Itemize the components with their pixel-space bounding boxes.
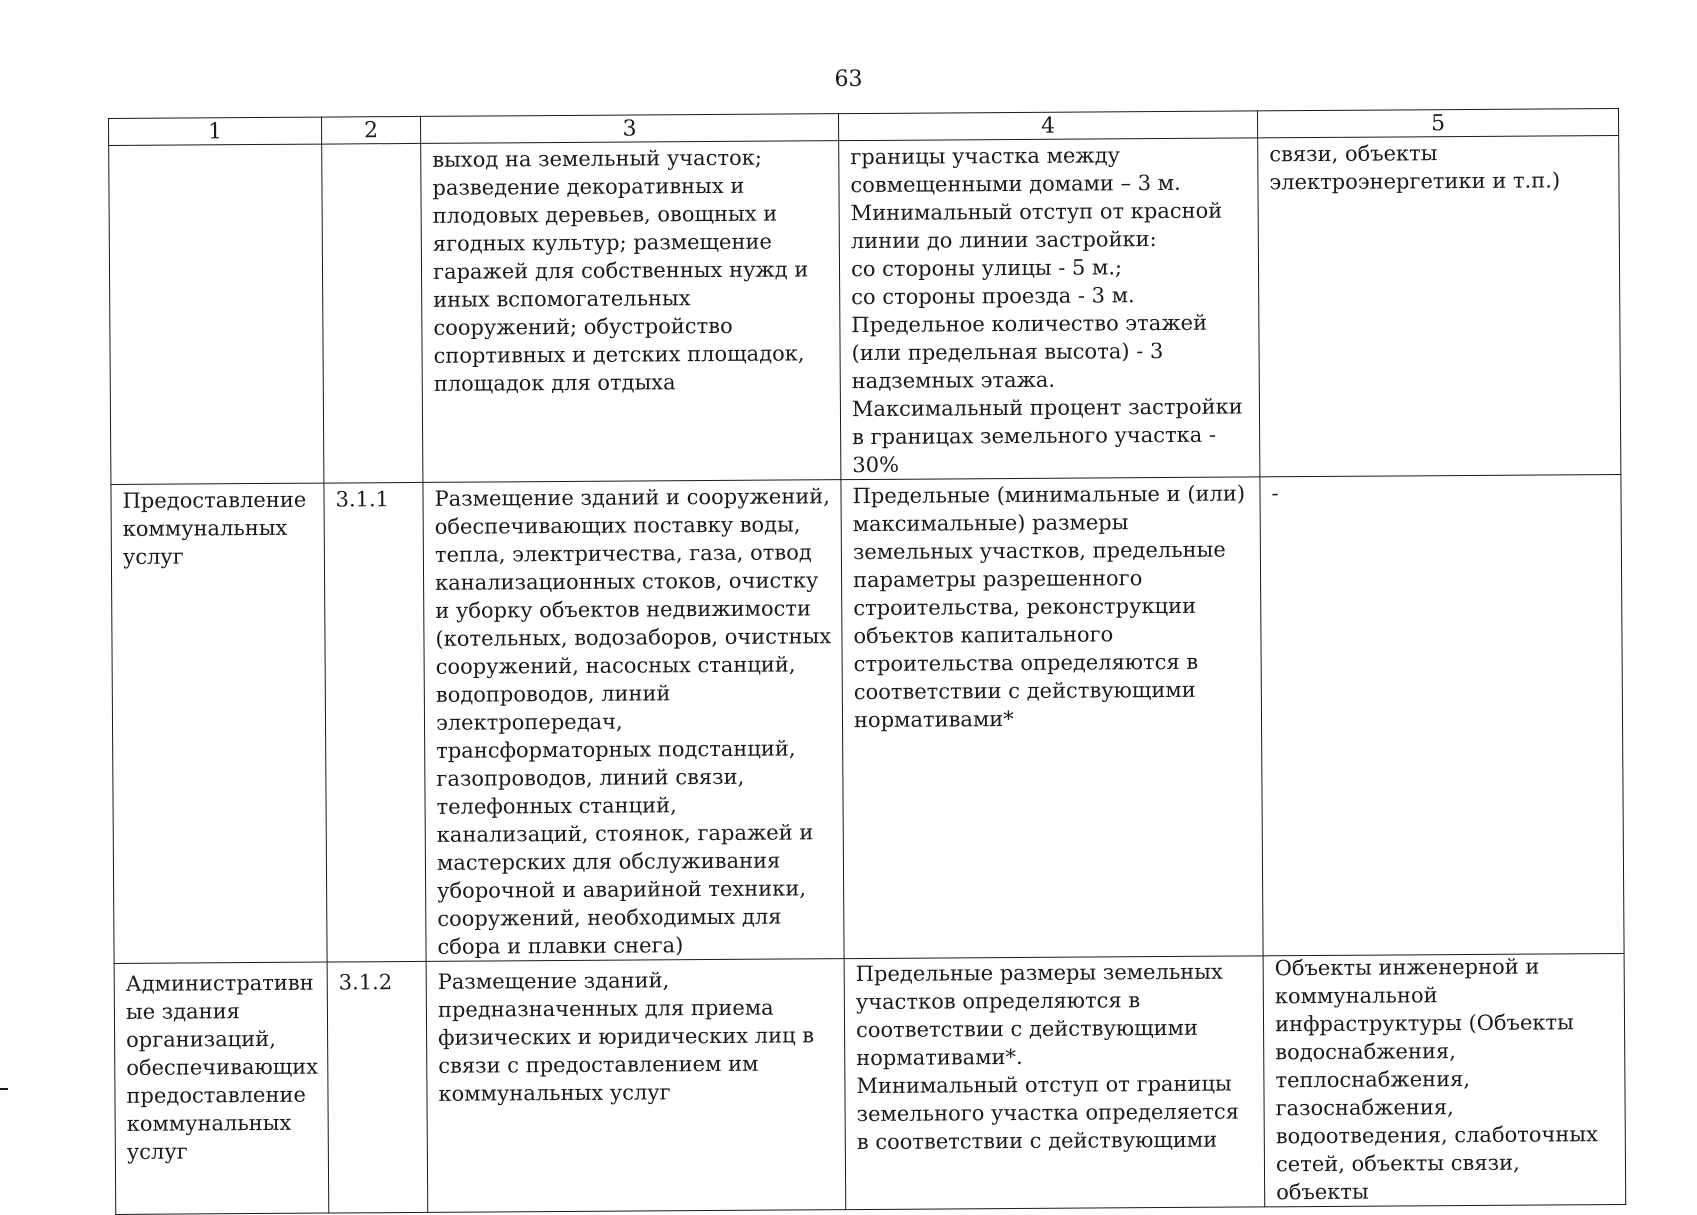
use-code-cell — [322, 143, 423, 483]
use-type-cell — [109, 144, 324, 484]
use-description: Размещение зданий, предназначенных для приема физических и юридических лиц в связи с предоставлением им коммунальных услуг — [437, 968, 815, 1106]
use-code-cell — [324, 482, 426, 962]
use-code-cell — [327, 961, 428, 1213]
parameters-text: Предельные (минимальные и (или) максимальные) размеры земельных участков, предельные параметры разрешенного строительства, реконструкции объектов капитального строительства определяются в соответствии с действующими нормативами* — [852, 481, 1246, 733]
objects-text: Объекты инженерной и коммунальной инфраструктуры (Объекты водоснабжения, теплоснабжения, газоснабжения, водоотведения, слаботочных сетей, объекты связи, объекты — [1274, 954, 1598, 1205]
column-header-1: 1 — [109, 117, 322, 145]
use-description: выход на земельный участок; разведение декоративных и плодовых деревьев, овощных и ягодных культур; размещение гаражей для собственных нужд и иных вспомогательных сооружений; обустройство спортивных и детских площадок, площадок для отдыха — [432, 145, 809, 396]
column-header-2: 2 — [321, 116, 420, 144]
use-code: 3.1.1 — [335, 487, 390, 512]
use-type-cell — [114, 962, 329, 1214]
use-description-cell — [421, 141, 841, 483]
objects-cell — [1260, 474, 1624, 955]
use-code — [333, 146, 410, 147]
use-type-name: Предоставление коммунальных услуг — [122, 487, 307, 569]
parameters-cell — [841, 477, 1263, 959]
use-type-name: Административн ые здания организаций, обеспечивающих предоставление коммунальных услуг — [125, 970, 319, 1164]
parameters-text: границы участка между совмещенными домами – 3 м. Минимальный отступ от красной линии до линии застройки: со стороны улицы - 5 м.; со стороны проезда - 3 м. Предельное количество этажей (или предельная высота) - 3 надземных этажа. Максимальный процент застройки в границах земельного участка - 30% — [850, 143, 1243, 478]
objects-text: связи, объекты электроэнергетики и т.п.) — [1269, 141, 1561, 195]
use-type-name — [120, 147, 311, 148]
use-description-cell — [426, 959, 846, 1213]
margin-mark — [0, 1088, 8, 1090]
column-header-5: 5 — [1257, 108, 1618, 137]
parameters-cell — [844, 956, 1265, 1210]
use-code: 3.1.2 — [338, 970, 393, 995]
table-row — [111, 474, 1624, 963]
objects-cell — [1258, 135, 1621, 476]
parameters-cell — [839, 138, 1260, 480]
table-row — [114, 953, 1626, 1214]
use-type-cell — [111, 483, 327, 963]
column-header-3: 3 — [420, 114, 838, 144]
objects-text: - — [1271, 481, 1279, 506]
zoning-table — [108, 108, 1626, 1215]
column-header-4: 4 — [838, 111, 1257, 141]
page-number: 63 — [834, 67, 863, 92]
parameters-text: Предельные размеры земельных участков определяются в соответствии с действующими нормативами*. Минимальный отступ от границы земельного участка определяется в соответствии с действующими — [855, 959, 1240, 1155]
use-description: Размещение зданий и сооружений, обеспечивающих поставку воды, тепла, электричества, газа, отвод канализационных стоков, очистку и уборку объектов недвижимости (котельных, водозаборов, очистных сооружений, насосных станций, водопроводов, линий электропередач, трансформаторных подстанций, газопроводов, линий связи, телефонных станций, канализаций, стоянок, гаражей и мастерских для обслуживания уборочной и аварийной техники, сооружений, необходимых для сбора и плавки снега) — [434, 484, 832, 959]
table-row — [109, 135, 1621, 484]
use-description-cell — [423, 480, 844, 962]
objects-cell — [1263, 953, 1626, 1206]
